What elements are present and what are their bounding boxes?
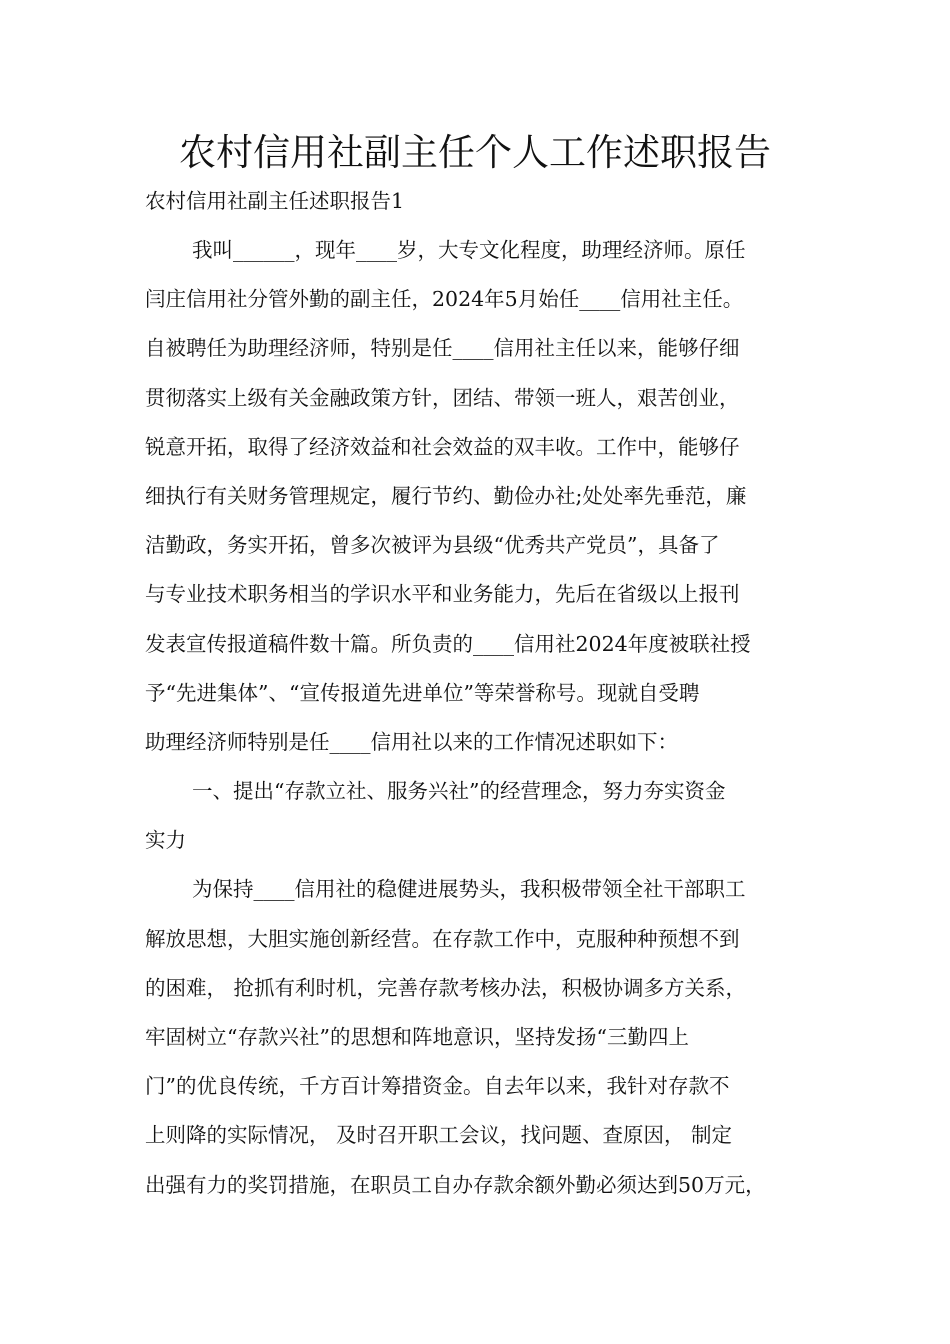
document-subtitle: 农村信用社副主任述职报告1 bbox=[145, 189, 405, 213]
paragraph-line: 细执行有关财务管理规定，履行节约、勤俭办社;处处率先垂范，廉 bbox=[145, 483, 747, 508]
paragraph-line: 门”的优良传统，千方百计筹措资金。自去年以来，我针对存款不 bbox=[145, 1074, 730, 1099]
paragraph-line: 洁勤政，务实开拓，曾多次被评为县级“优秀共产党员”，具备了 bbox=[145, 533, 720, 558]
paragraph-line: 自被聘任为助理经济师，特别是任____信用社主任以来，能够仔细 bbox=[145, 336, 740, 361]
paragraph-line: 为保持____信用社的稳健进展势头，我积极带领全社干部职工 bbox=[192, 877, 746, 902]
paragraph-line: 我叫______，现年____岁，大专文化程度，助理经济师。原任 bbox=[192, 238, 746, 262]
paragraph-line: 的困难， 抢抓有利时机，完善存款考核办法，积极协调多方关系， bbox=[145, 975, 747, 1000]
section-heading-line: 一、提出“存款立社、服务兴社”的经营理念，努力夯实资金 bbox=[192, 779, 726, 804]
paragraph-line: 解放思想，大胆实施创新经营。在存款工作中，克服种种预想不到 bbox=[145, 926, 740, 951]
paragraph-line: 与专业技术职务相当的学识水平和业务能力，先后在省级以上报刊 bbox=[145, 582, 740, 607]
paragraph-line: 贯彻落实上级有关金融政策方针，团结、带领一班人，艰苦创业， bbox=[145, 385, 740, 410]
paragraph-line: 助理经济师特别是任____信用社以来的工作情况述职如下： bbox=[145, 729, 678, 754]
paragraph-line: 发表宣传报道稿件数十篇。所负责的____信用社2024年度被联社授 bbox=[145, 631, 751, 656]
paragraph-line: 予“先进集体”、“宣传报道先进单位”等荣誉称号。现就自受聘 bbox=[145, 680, 700, 705]
paragraph-line: 闫庄信用社分管外勤的副主任，2024年5月始任____信用社主任。 bbox=[145, 287, 744, 312]
paragraph-line: 锐意开拓，取得了经济效益和社会效益的双丰收。工作中，能够仔 bbox=[145, 434, 740, 459]
document-body bbox=[145, 233, 810, 1217]
paragraph-line: 出强有力的奖罚措施，在职员工自办存款余额外勤必须达到50万元， bbox=[145, 1172, 766, 1197]
paragraph-line: 上则降的实际情况， 及时召开职工会议，找问题、查原因， 制定 bbox=[145, 1123, 733, 1148]
paragraph-line: 牢固树立“存款兴社”的思想和阵地意识，坚持发扬“三勤四上 bbox=[145, 1025, 689, 1049]
document-title: 农村信用社副主任个人工作述职报告 bbox=[179, 131, 771, 174]
section-heading-line: 实力 bbox=[145, 828, 186, 853]
